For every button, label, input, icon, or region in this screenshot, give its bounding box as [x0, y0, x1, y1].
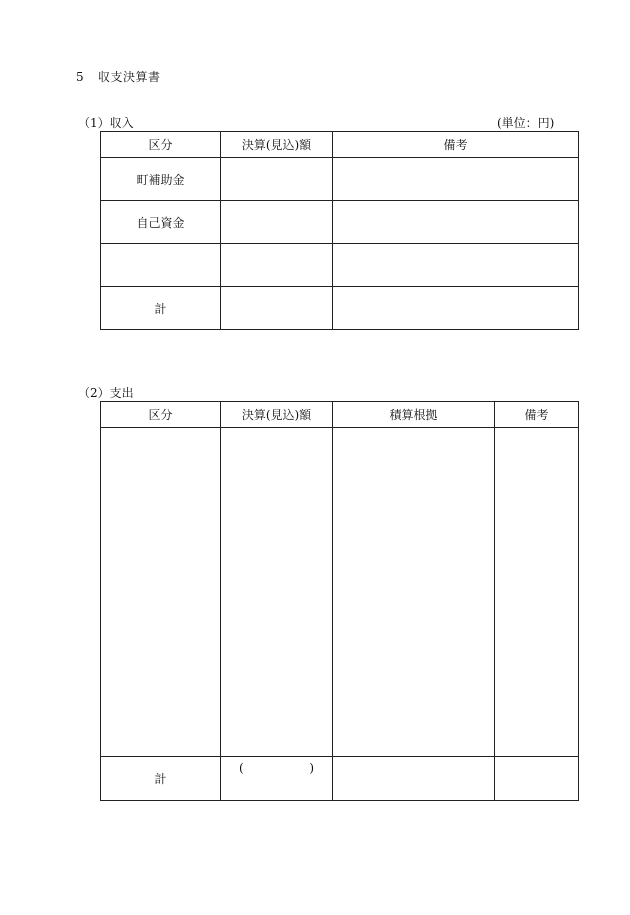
expense-header-remarks: 備考 [495, 402, 579, 428]
expense-header-amount: 決算(見込)額 [221, 402, 333, 428]
expense-header-row [101, 402, 579, 428]
expense-basis-cell[interactable] [333, 428, 495, 757]
section-title: 収支決算書 [98, 70, 161, 84]
income-header-remarks: 備考 [333, 132, 579, 158]
income-total-row [101, 287, 579, 330]
income-category-cell: 町補助金 [101, 158, 221, 201]
income-amount-cell[interactable] [221, 244, 333, 287]
expense-amount-cell[interactable] [221, 428, 333, 757]
expense-total-label: 計 [101, 757, 221, 801]
income-amount-cell[interactable] [221, 158, 333, 201]
income-total-amount[interactable] [221, 287, 333, 330]
income-total-remarks[interactable] [333, 287, 579, 330]
income-remarks-cell[interactable] [333, 158, 579, 201]
income-remarks-cell[interactable] [333, 201, 579, 244]
income-table [100, 131, 579, 330]
expense-section-title: （2）支出 [78, 386, 134, 400]
income-header-amount: 決算(見込)額 [221, 132, 333, 158]
expense-total-amount[interactable] [221, 757, 333, 801]
expense-total-basis[interactable] [333, 757, 495, 801]
unit-label: (単位：円) [497, 116, 555, 130]
income-total-label: 計 [101, 287, 221, 330]
expense-category-cell[interactable] [101, 428, 221, 757]
income-category-cell[interactable] [101, 244, 221, 287]
expense-remarks-cell[interactable] [495, 428, 579, 757]
income-header-category: 区分 [101, 132, 221, 158]
expense-header-category: 区分 [101, 402, 221, 428]
income-section-title: （1）収入 [78, 116, 134, 130]
expense-total-row [101, 757, 579, 801]
section-heading [76, 68, 161, 85]
section-number: 5 [76, 70, 85, 84]
paren-close: ) [309, 761, 314, 775]
table-row [101, 244, 579, 287]
income-remarks-cell[interactable] [333, 244, 579, 287]
income-category-cell: 自己資金 [101, 201, 221, 244]
paren-open: ( [239, 761, 244, 775]
table-row [101, 201, 579, 244]
income-header-row [101, 132, 579, 158]
expense-body-row [101, 428, 579, 757]
expense-header-basis: 積算根拠 [333, 402, 495, 428]
expense-table [100, 401, 579, 801]
income-amount-cell[interactable] [221, 201, 333, 244]
expense-total-remarks[interactable] [495, 757, 579, 801]
table-row [101, 158, 579, 201]
